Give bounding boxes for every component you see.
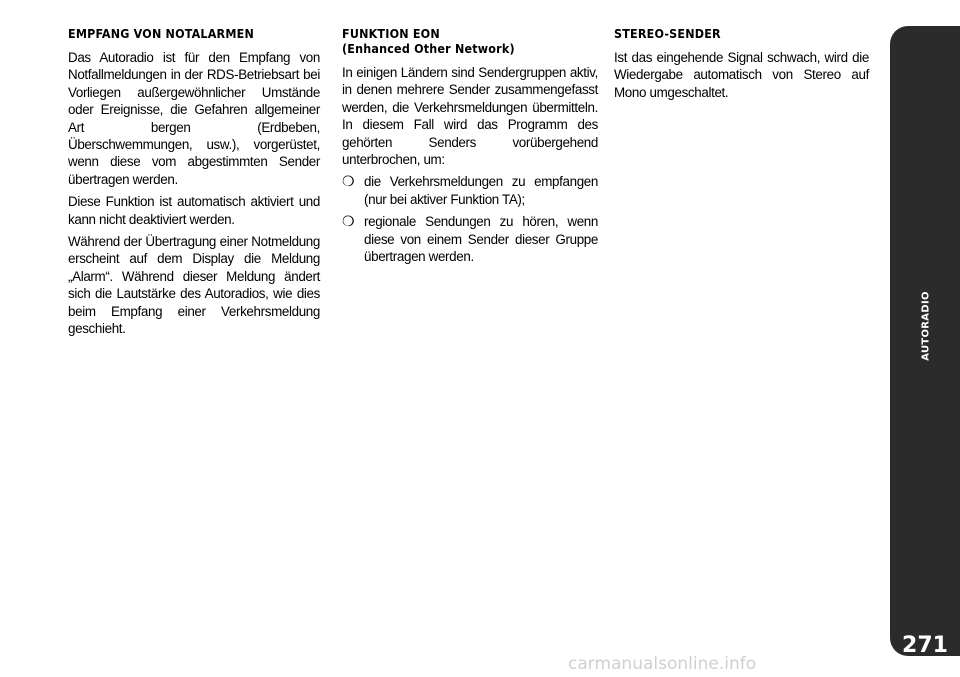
- heading-line: (Enhanced Other Network): [342, 41, 515, 56]
- paragraph: Das Autoradio ist für den Empfang von Notfallmeldungen in der RDS-Betriebsart bei Vorliegen außergewöhnlicher Umstände oder Ereignisse, die Gefahren allgemeiner Art bergen (Erdbeben, Überschwemmungen, usw.), vorgerüstet, wenn diese vom abgestimmten Sender übertragen werden.: [68, 50, 320, 187]
- column-stereo-station: [614, 26, 869, 106]
- paragraph: Ist das eingehende Signal schwach, wird die Wiedergabe automatisch von Stereo auf Mono umgeschaltet.: [614, 50, 869, 100]
- list-item: [342, 173, 598, 208]
- list-item-text: die Verkehrsmeldungen zu empfangen (nur bei aktiver Funktion TA);: [364, 174, 598, 207]
- list-item: [342, 213, 598, 265]
- list-item-text: regionale Sendungen zu hören, wenn diese von einem Sender dieser Gruppe übertragen werden.: [364, 214, 598, 265]
- paragraph: In einigen Ländern sind Sendergruppen aktiv, in denen mehrere Sender zusammengefasst werden, die Verkehrsmeldungen übermitteln. In diesem Fall wird das Programm des gehörten Senders vorübergehend unterbrochen, um:: [342, 65, 598, 168]
- watermark: carmanualsonline.info: [568, 654, 757, 674]
- section-heading-eon: [342, 26, 598, 56]
- page-number: 271: [902, 633, 948, 658]
- section-heading-stereo: STEREO-SENDER: [614, 26, 721, 41]
- circle-bullet-icon: ❍: [342, 213, 355, 230]
- paragraph: Während der Übertragung einer Notmeldung erscheint auf dem Display die Meldung „Alarm“. Während dieser Meldung ändert sich die Lautstärke des Autoradios, wie dies beim Empfang einer Verkehrsmeldung geschieht.: [68, 234, 320, 337]
- section-heading-emergency-alarm: EMPFANG VON NOTALARMEN: [68, 26, 254, 41]
- chapter-label: AUTORADIO: [920, 291, 932, 361]
- circle-bullet-icon: ❍: [342, 173, 355, 190]
- column-emergency-alarm: [68, 26, 320, 343]
- heading-line: FUNKTION EON: [342, 26, 440, 41]
- paragraph: Diese Funktion ist automatisch aktiviert und kann nicht deaktiviert werden.: [68, 194, 320, 227]
- column-eon-function: [342, 26, 598, 270]
